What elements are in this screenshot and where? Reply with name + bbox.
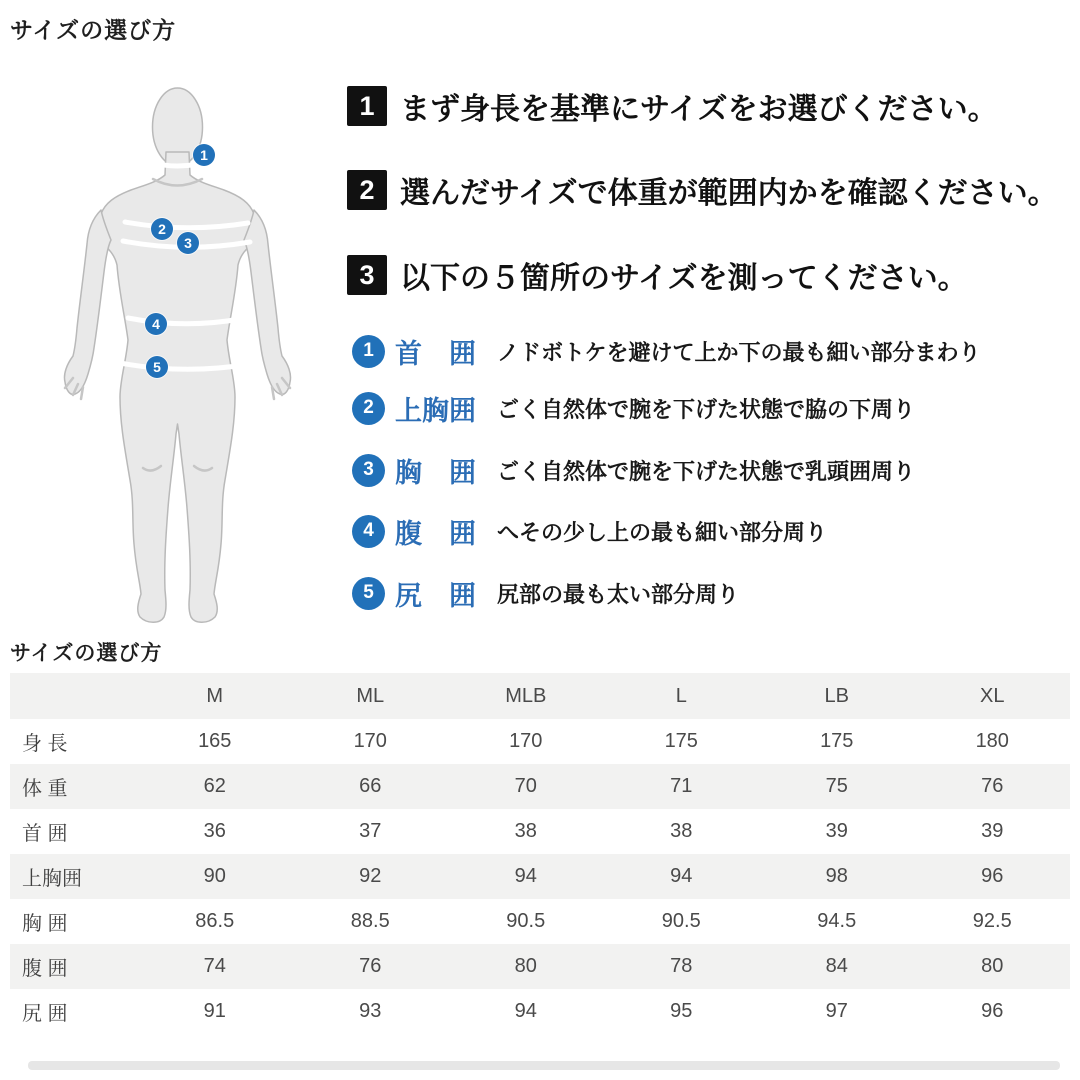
column-header-lb: LB — [824, 684, 849, 707]
cell: 91 — [203, 1000, 226, 1022]
size-table-title: サイズの選び方 — [10, 642, 163, 665]
column-header-m: M — [206, 684, 224, 707]
measurement-item-waist — [352, 514, 827, 548]
cell: 92.5 — [972, 910, 1012, 932]
cell: 80 — [981, 955, 1004, 977]
row-label: 尻 囲 — [22, 1003, 68, 1025]
measurement-4-badge: 4 — [352, 515, 385, 548]
cell: 70 — [514, 775, 537, 797]
body-silhouette-figure — [58, 82, 298, 632]
table-row-waist — [10, 944, 1070, 989]
cell: 88.5 — [350, 910, 390, 932]
cell: 75 — [825, 775, 848, 797]
step-1-text: まず身長を基準にサイズをお選びください。 — [400, 93, 998, 126]
cell: 76 — [981, 775, 1004, 797]
step-3-text: 以下の５箇所のサイズを測ってください。 — [400, 262, 968, 295]
cell: 90.5 — [661, 910, 701, 932]
table-row-chest — [10, 899, 1070, 944]
cell: 96 — [981, 865, 1004, 887]
cell: 175 — [820, 730, 854, 752]
cell: 84 — [825, 955, 848, 977]
size-table-header-row — [10, 673, 1070, 719]
cell: 36 — [203, 820, 226, 842]
table-row-height — [10, 719, 1070, 764]
cell: 38 — [514, 820, 537, 842]
cell: 71 — [670, 775, 693, 797]
bottom-divider — [28, 1061, 1060, 1070]
body-figure — [58, 82, 298, 632]
row-label: 胸 囲 — [22, 913, 68, 935]
cell: 74 — [203, 955, 226, 977]
cell: 94 — [670, 865, 693, 887]
figure-marker-chest: 3 — [177, 232, 199, 254]
cell: 170 — [353, 730, 387, 752]
cell: 94.5 — [817, 910, 857, 932]
cell: 37 — [359, 820, 382, 842]
step-1 — [347, 84, 998, 128]
cell: 92 — [359, 865, 382, 887]
measurement-3-badge: 3 — [352, 454, 385, 487]
cell: 66 — [359, 775, 382, 797]
cell: 94 — [514, 1000, 537, 1022]
cell: 170 — [509, 730, 543, 752]
cell: 94 — [514, 865, 537, 887]
row-label: 身 長 — [22, 733, 68, 755]
column-header-ml: ML — [356, 684, 385, 707]
cell: 39 — [981, 820, 1004, 842]
table-row-upper-chest — [10, 854, 1070, 899]
size-table — [10, 673, 1070, 1034]
measurement-1-badge: 1 — [352, 335, 385, 368]
step-2 — [347, 168, 1058, 212]
cell: 90 — [203, 865, 226, 887]
cell: 175 — [664, 730, 698, 752]
measurement-5-label: 尻 囲 — [395, 580, 476, 611]
cell: 76 — [359, 955, 382, 977]
step-3 — [347, 253, 968, 297]
table-row-neck — [10, 809, 1070, 854]
column-header-l: L — [675, 684, 687, 707]
cell: 165 — [198, 730, 232, 752]
figure-marker-hip: 5 — [146, 356, 168, 378]
column-header-mlb: MLB — [505, 684, 547, 707]
figure-marker-neck: 1 — [193, 144, 215, 166]
cell: 38 — [670, 820, 693, 842]
cell: 90.5 — [506, 910, 546, 932]
measurement-5-badge: 5 — [352, 577, 385, 610]
measurement-5-desc: 尻部の最も太い部分周り — [497, 581, 740, 607]
measurement-2-desc: ごく自然体で腕を下げた状態で脇の下周り — [497, 396, 916, 422]
measurement-1-desc: ノドボトケを避けて上か下の最も細い部分まわり — [497, 339, 981, 365]
figure-marker-waist: 4 — [145, 313, 167, 335]
cell: 96 — [981, 1000, 1004, 1022]
cell: 86.5 — [195, 910, 235, 932]
measurement-item-hip — [352, 576, 739, 610]
measurement-item-chest — [352, 453, 915, 487]
step-1-number-badge: 1 — [347, 86, 387, 126]
measurement-1-label: 首 囲 — [395, 338, 476, 369]
cell: 62 — [203, 775, 226, 797]
cell: 78 — [670, 955, 693, 977]
measurement-item-neck — [352, 334, 981, 368]
table-row-weight — [10, 764, 1070, 809]
measurement-3-desc: ごく自然体で腕を下げた状態で乳頭囲周り — [497, 458, 916, 484]
figure-marker-upper-chest: 2 — [151, 218, 173, 240]
measurement-4-label: 腹 囲 — [395, 518, 476, 549]
step-2-text: 選んだサイズで体重が範囲内かを確認ください。 — [400, 177, 1058, 210]
measurement-2-badge: 2 — [352, 392, 385, 425]
cell: 98 — [825, 865, 848, 887]
column-header-xl: XL — [980, 684, 1005, 707]
step-3-number-badge: 3 — [347, 255, 387, 295]
cell: 180 — [975, 730, 1009, 752]
row-label: 体 重 — [22, 778, 68, 800]
measurement-item-upper-chest — [352, 391, 915, 425]
size-table-corner-cell — [10, 673, 137, 719]
measurement-3-label: 胸 囲 — [395, 457, 476, 488]
page-title: サイズの選び方 — [10, 17, 177, 43]
measurement-2-label: 上胸囲 — [395, 395, 476, 426]
cell: 97 — [825, 1000, 848, 1022]
cell: 95 — [670, 1000, 693, 1022]
measurement-4-desc: へその少し上の最も細い部分周り — [497, 519, 828, 545]
row-label: 首 囲 — [22, 823, 68, 845]
row-label: 腹 囲 — [22, 958, 68, 980]
cell: 93 — [359, 1000, 382, 1022]
cell: 80 — [514, 955, 537, 977]
step-2-number-badge: 2 — [347, 170, 387, 210]
row-label: 上胸囲 — [22, 868, 82, 890]
cell: 39 — [825, 820, 848, 842]
table-row-hip — [10, 989, 1070, 1034]
